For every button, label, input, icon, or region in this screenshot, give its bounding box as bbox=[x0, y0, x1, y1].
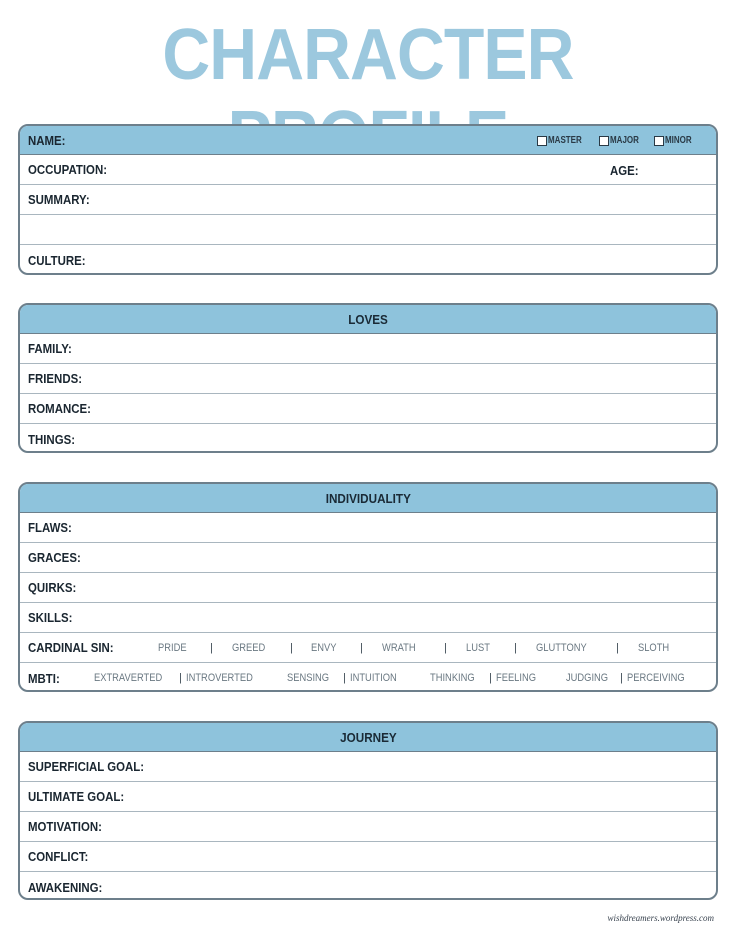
sin-option-greed[interactable]: GREED bbox=[232, 642, 266, 654]
individuality-section bbox=[18, 482, 718, 692]
role-option-label: MINOR bbox=[664, 135, 692, 146]
field-label: SKILLS: bbox=[28, 610, 73, 625]
field-label: ULTIMATE GOAL: bbox=[28, 789, 125, 804]
field-label: MOTIVATION: bbox=[28, 819, 102, 834]
conflict-field[interactable] bbox=[20, 842, 716, 872]
role-option-major[interactable] bbox=[599, 135, 646, 146]
role-option-label: MAJOR bbox=[609, 135, 639, 146]
sin-option-envy[interactable]: ENVY bbox=[311, 642, 337, 654]
summary-field[interactable] bbox=[20, 185, 716, 215]
separator: | bbox=[360, 642, 363, 654]
separator: | bbox=[444, 642, 447, 654]
loves-section bbox=[18, 303, 718, 453]
age-label: AGE: bbox=[610, 162, 639, 178]
culture-label: CULTURE: bbox=[28, 252, 86, 268]
field-label: GRACES: bbox=[28, 550, 81, 565]
name-field[interactable] bbox=[20, 126, 716, 155]
mbti-option-judging[interactable]: JUDGING bbox=[566, 672, 609, 684]
loves-heading bbox=[20, 305, 716, 334]
field-label: CONFLICT: bbox=[28, 849, 89, 864]
age-field[interactable] bbox=[610, 155, 643, 185]
checkbox[interactable] bbox=[599, 136, 609, 146]
sin-option-pride[interactable]: PRIDE bbox=[158, 642, 187, 654]
mbti-option-intuition[interactable]: INTUITION bbox=[350, 672, 397, 684]
field-label: ROMANCE: bbox=[28, 401, 91, 416]
separator: | bbox=[489, 672, 492, 684]
ultimate-goal-field[interactable] bbox=[20, 782, 716, 812]
checkbox[interactable] bbox=[654, 136, 664, 146]
mbti-option-introverted[interactable]: INTROVERTED bbox=[186, 672, 253, 684]
summary-field-continued[interactable] bbox=[20, 215, 716, 245]
role-option-master[interactable] bbox=[537, 135, 590, 146]
separator: | bbox=[616, 642, 619, 654]
mbti-field bbox=[20, 663, 716, 692]
occupation-field[interactable] bbox=[20, 155, 716, 185]
role-options bbox=[537, 126, 698, 155]
footer-url: wishdreamers.wordpress.com bbox=[607, 913, 714, 923]
field-label: FRIENDS: bbox=[28, 371, 83, 386]
separator: | bbox=[343, 672, 346, 684]
mbti-option-feeling[interactable]: FEELING bbox=[496, 672, 537, 684]
separator: | bbox=[179, 672, 182, 684]
separator: | bbox=[210, 642, 213, 654]
name-label: NAME: bbox=[28, 132, 66, 148]
journey-section bbox=[18, 721, 718, 900]
cardinal-sin-label: CARDINAL SIN: bbox=[28, 640, 114, 655]
checkbox[interactable] bbox=[537, 136, 547, 146]
culture-field[interactable] bbox=[20, 245, 716, 275]
cardinal-sin-field bbox=[20, 633, 716, 663]
heading-text: LOVES bbox=[348, 311, 388, 327]
awakening-field[interactable] bbox=[20, 872, 716, 900]
heading-text: JOURNEY bbox=[339, 729, 397, 745]
field-label: SUPERFICIAL GOAL: bbox=[28, 759, 145, 774]
separator: | bbox=[620, 672, 623, 684]
romance-field[interactable] bbox=[20, 394, 716, 424]
heading-text: INDIVIDUALITY bbox=[325, 490, 411, 506]
field-label: FLAWS: bbox=[28, 520, 72, 535]
separator: | bbox=[514, 642, 517, 654]
mbti-label: MBTI: bbox=[28, 670, 60, 686]
page-title: CHARACTER bbox=[162, 15, 574, 95]
sin-option-gluttony[interactable]: GLUTTONY bbox=[536, 642, 587, 654]
family-field[interactable] bbox=[20, 334, 716, 364]
field-label: THINGS: bbox=[28, 431, 76, 447]
field-label: FAMILY: bbox=[28, 341, 72, 356]
sin-option-wrath[interactable]: WRATH bbox=[382, 642, 416, 654]
superficial-goal-field[interactable] bbox=[20, 752, 716, 782]
separator: | bbox=[290, 642, 293, 654]
field-label: QUIRKS: bbox=[28, 580, 77, 595]
motivation-field[interactable] bbox=[20, 812, 716, 842]
role-option-label: MASTER bbox=[548, 135, 583, 146]
skills-field[interactable] bbox=[20, 603, 716, 633]
friends-field[interactable] bbox=[20, 364, 716, 394]
summary-label: SUMMARY: bbox=[28, 192, 90, 207]
occupation-label: OCCUPATION: bbox=[28, 162, 108, 177]
basic-info-section bbox=[18, 124, 718, 275]
journey-heading bbox=[20, 723, 716, 752]
graces-field[interactable] bbox=[20, 543, 716, 573]
sin-option-sloth[interactable]: SLOTH bbox=[638, 642, 670, 654]
mbti-option-thinking[interactable]: THINKING bbox=[430, 672, 475, 684]
things-field[interactable] bbox=[20, 424, 716, 453]
mbti-option-perceiving[interactable]: PERCEIVING bbox=[627, 672, 685, 684]
role-option-minor[interactable] bbox=[654, 135, 698, 146]
sin-option-lust[interactable]: LUST bbox=[466, 642, 490, 654]
mbti-option-sensing[interactable]: SENSING bbox=[287, 672, 330, 684]
mbti-option-extraverted[interactable]: EXTRAVERTED bbox=[94, 672, 163, 684]
flaws-field[interactable] bbox=[20, 513, 716, 543]
quirks-field[interactable] bbox=[20, 573, 716, 603]
individuality-heading bbox=[20, 484, 716, 513]
field-label: AWAKENING: bbox=[28, 879, 103, 895]
